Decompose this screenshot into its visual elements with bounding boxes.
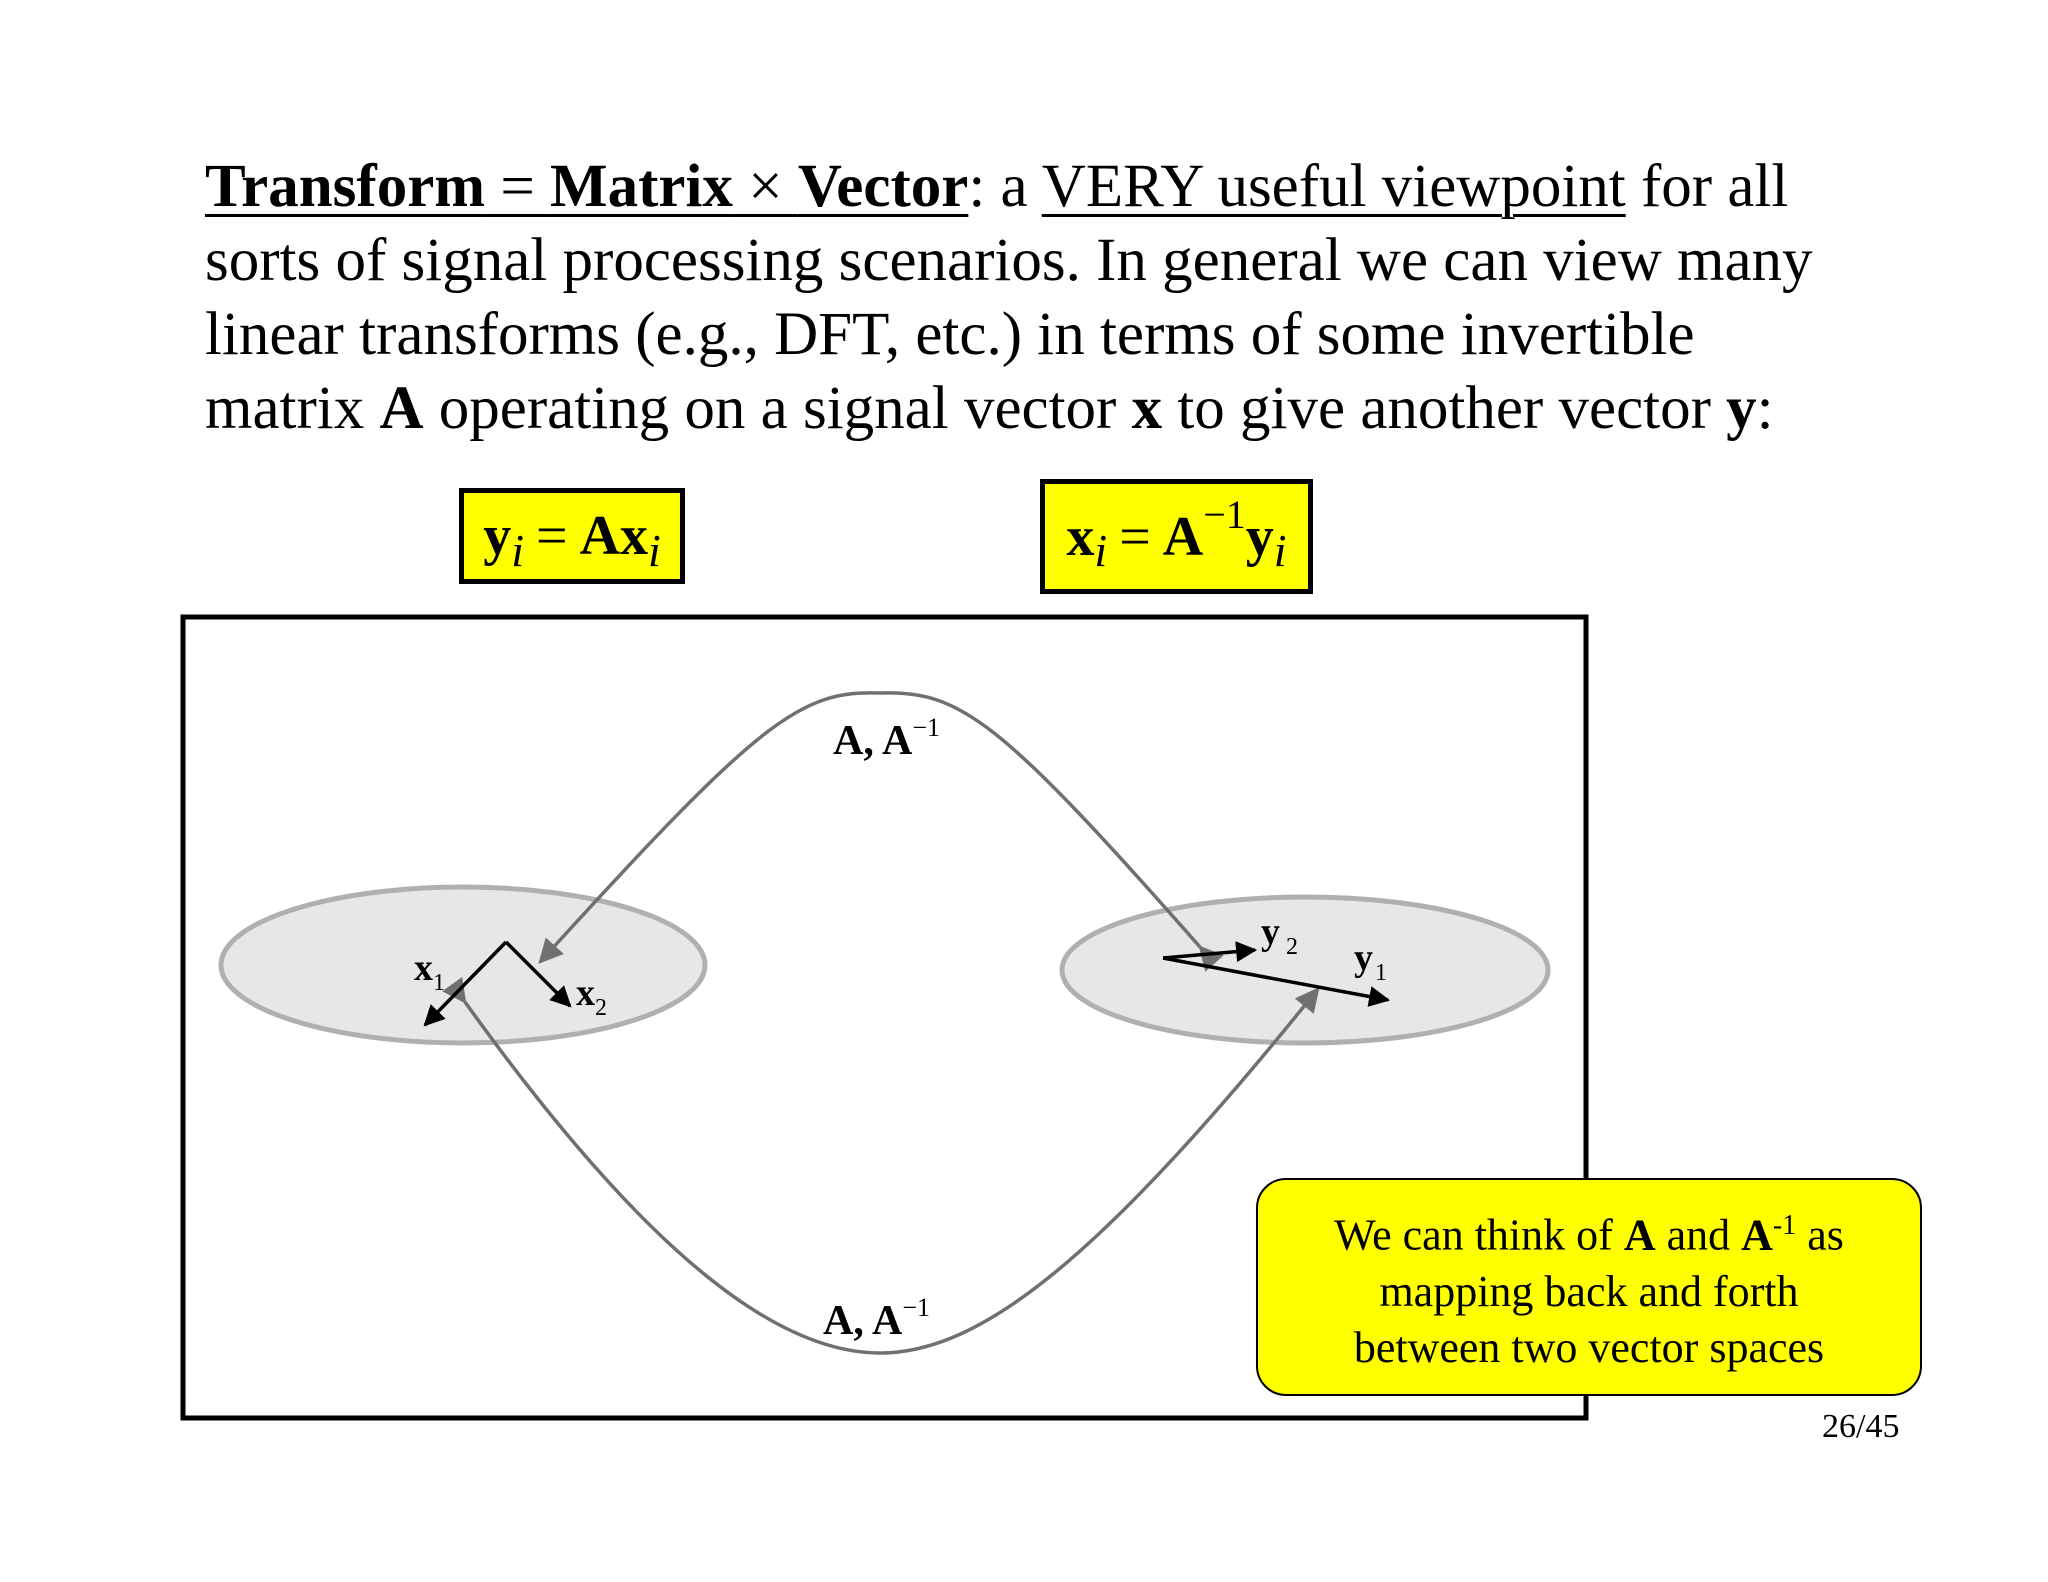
eq2-rhs: y — [1245, 505, 1274, 568]
n-t3: as — [1796, 1210, 1844, 1260]
l4-y: y — [1726, 375, 1757, 442]
x2-main: x — [576, 972, 595, 1014]
top-curve-label — [833, 713, 940, 764]
x-vector-space — [221, 887, 705, 1043]
l4-A: A — [379, 375, 424, 442]
bottom-label-main: A, A — [823, 1298, 903, 1344]
l4b: operating on a signal vector — [423, 375, 1132, 442]
y1-main: y — [1354, 937, 1373, 979]
intro-colon: : a — [968, 153, 1042, 220]
intro-line-3: linear transforms (e.g., DFT, etc.) in terms of some invertible — [205, 301, 1695, 368]
intro-line1-end: for all — [1625, 153, 1789, 220]
eq2-matrix: A — [1162, 505, 1204, 568]
title-vector: Vector — [797, 153, 969, 220]
eq2-sub1: i — [1094, 525, 1108, 576]
l4c: to give another vector — [1162, 375, 1727, 442]
x1-sub: 1 — [433, 970, 445, 996]
callout-line-3: between two vector spaces — [1353, 1322, 1825, 1372]
bottom-label-sup: −1 — [902, 1293, 931, 1322]
l4a: matrix — [205, 375, 380, 442]
n-A1: A — [1623, 1210, 1656, 1260]
y2-sub: 2 — [1286, 934, 1298, 960]
n-t2: and — [1655, 1210, 1742, 1260]
eq2-equals: = — [1119, 505, 1151, 568]
very-useful-phrase: VERY useful viewpoint — [1041, 153, 1626, 220]
callout-line-2: mapping back and forth — [1379, 1266, 1799, 1316]
eq2-sub2: i — [1273, 525, 1287, 576]
title-transform: Transform — [205, 153, 486, 220]
eq1-lhs: y — [483, 505, 512, 567]
intro-line-2: sorts of signal processing scenarios. In general we can view many — [205, 227, 1813, 294]
eq1-equals: = — [535, 505, 568, 567]
y1-sub: 1 — [1375, 960, 1387, 986]
eq1-rhs: Ax — [579, 505, 649, 567]
eq1-sub1: i — [511, 524, 524, 576]
explanation-callout — [1256, 1178, 1922, 1396]
x1-main: x — [414, 947, 433, 989]
n-A2: A — [1741, 1210, 1773, 1260]
n-t1: We can think of — [1334, 1210, 1624, 1260]
callout-line-1 — [1334, 1198, 1844, 1264]
l4d: : — [1756, 375, 1774, 442]
page-number: 26/45 — [1822, 1408, 1900, 1445]
callout-text — [1334, 1198, 1844, 1376]
eq2-lhs: x — [1066, 505, 1095, 568]
eq1-sub2: i — [648, 524, 661, 576]
title-times: × — [732, 153, 798, 220]
eq2-sup: −1 — [1203, 492, 1246, 537]
title-matrix: Matrix — [550, 153, 733, 220]
title-eq: = — [485, 153, 551, 220]
n-sup: -1 — [1772, 1210, 1797, 1242]
top-label-main: A, A — [833, 718, 913, 764]
bottom-curve-label — [823, 1293, 930, 1344]
y2-main: y — [1261, 911, 1280, 953]
x2-sub: 2 — [595, 995, 607, 1021]
y-vector-space — [1062, 897, 1548, 1043]
top-label-sup: −1 — [912, 713, 941, 742]
l4-x: x — [1131, 375, 1163, 442]
